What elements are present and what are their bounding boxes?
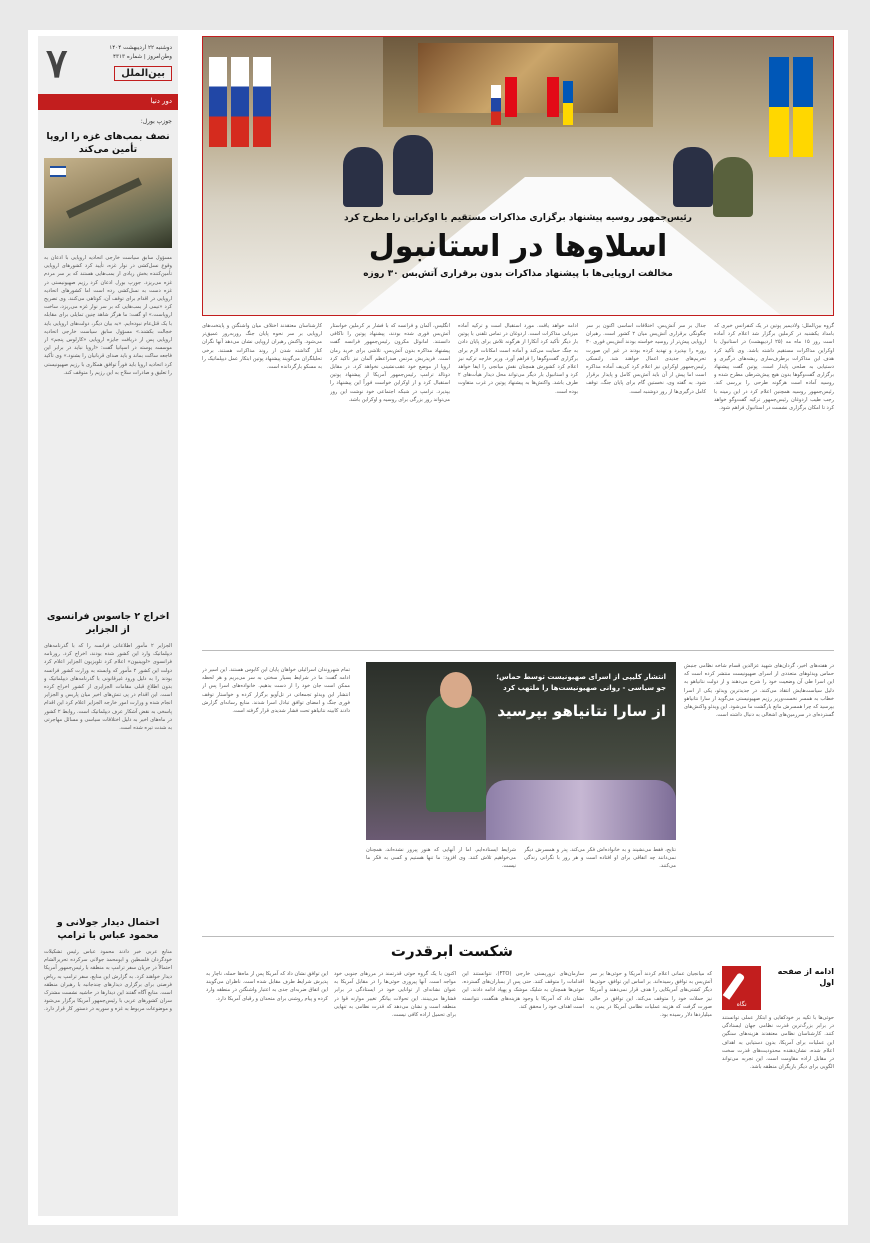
mid-story-left-text: تمام شهروندان اسرائیلی خواهان پایان این کابوس هستند. این اسیر در ادامه گفت: ما در شرایط بسیار سختی به سر می‌بریم و هر لحظه ممکن است جان خود را از دست بدهیم. خانواده‌های اسرا پس از انتشار این ویدئو تجمعاتی در تل‌آویو برگزار کرده و خواستار توقف فوری جنگ و امضای توافق تبادل اسرا شدند. منابع رسانه‌ای گزارش دادند کابینه نتانیاهو تحت فشار شدیدی قرار گرفته است. bbox=[202, 667, 350, 715]
newspaper-page bbox=[28, 30, 848, 1225]
bottom-column: که میانجیان عمانی اعلام کردند آمریکا و حوثی‌ها بر سر آتش‌بس به توافق رسیده‌اند. بر اساس این توافق، حوثی‌ها دیگر کشتی‌های آمریکایی را هدف قرار نمی‌دهند و آمریکا نیز حملات خود را متوقف می‌کند. این توافق در حالی صورت گرفت که هزینه عملیات نظامی آمریکا در یمن به میلیاردها دلار رسیده بود. bbox=[590, 971, 712, 1019]
pen-icon bbox=[723, 972, 746, 1000]
cannon-shape bbox=[66, 177, 142, 218]
mid-story-below: شرایط ایستاده‌ایم. اما از آنهایی که هنوز پیروز نشده‌اند، همچنان می‌خواهیم تلاش کنند. وی افزود: ما تنها هستیم و کسی به فکر ما نیست. bbox=[366, 847, 516, 870]
issue-line: وطن‌امروز | شماره ۴۳۱۳ bbox=[113, 54, 172, 60]
main-column: کارشناسان معتقدند اختلاف میان واشنگتن و پایتخت‌های اروپایی بر سر نحوه پایان جنگ روزبه‌روز عمیق‌تر می‌شود. واکنش رهبران اروپایی نشان می‌دهد آنها نگران کنار گذاشته شدن از روند مذاکرات هستند. برخی تحلیلگران می‌گویند پیشنهاد پوتین ابتکار عمل دیپلماتیک را به مسکو بازگردانده است. bbox=[202, 323, 322, 371]
turkey-flag-icon bbox=[505, 77, 517, 117]
bottom-column: اکنون با یک گروه حوثی قدرتمند در مرزهای جنوبی خود مواجه است. آنها پیروزی حوثی‌ها را در مقابل آمریکا به عنوان نشانه‌ای از توانایی خود در ایستادگی در برابر فشارها می‌بینند. این تحولات بیانگر تغییر موازنه قوا در منطقه است و نشان می‌دهد که قدرت نظامی به تنهایی برای تحمیل اراده کافی نیست. bbox=[334, 971, 456, 1019]
bottom-story bbox=[202, 970, 712, 1215]
mid-story-below: نتایج، فقط می‌نشیند و به خانواده‌اش فکر می‌کند. پدر و همسرش دیگر نمی‌دانند چه اتفاقی برای او افتاده است و هر روز با نگرانی زندگی می‌کنند. bbox=[524, 847, 676, 870]
delegate-figure bbox=[713, 157, 753, 217]
editorial-label: نگاه bbox=[736, 1001, 747, 1008]
story3-headline: احتمال دیدار جولانی و محمود عباس با ترامپ bbox=[56, 917, 160, 941]
main-column: گروه بین‌الملل: ولادیمیر پوتین در یک کنفرانس خبری که بامداد یکشنبه در کرملین برگزار شد اعلام کرد آماده است روز ۱۵ ماه مه (۲۵ اردیبهشت) در استانبول با اوکراین مذاکرات مستقیم داشته باشد. وی تأکید کرد هدف این مذاکرات برطرف‌سازی ریشه‌های درگیری و دستیابی به صلحی پایدار است. پوتین گفت پیشنهاد برگزاری گفت‌وگوها بدون هیچ پیش‌شرطی مطرح شده و روسیه آماده است هرگونه طرحی را بررسی کند. رئیس‌جمهور روسیه همچنین اعلام کرد در این زمینه با رجب طیب اردوغان رئیس‌جمهور ترکیه گفت‌وگو خواهد کرد تا امکان برگزاری نشست در استانبول فراهم شود. bbox=[714, 323, 834, 412]
wall-tapestry bbox=[418, 43, 618, 113]
delegate-figure bbox=[393, 135, 433, 195]
mid-story-right-text: در هفته‌های اخیر، گردان‌های شهید عزالدین قسام شاخه نظامی جنبش حماس ویدئوهای متعددی از اسرای صهیونیست منتشر کرده است که این اسرا طی آن وضعیت خود را شرح می‌دهند و از دولت نتانیاهو به دلیل سیاست‌هایش انتقاد می‌کنند. در جدیدترین ویدئو، یکی از اسرا خطاب به همسر نخست‌وزیر رژیم صهیونیستی می‌گوید از سارا نتانیاهو بپرسید که چرا همسرش مانع بازگشت ما می‌شود. این ویدئو واکنش‌های گسترده‌ای در سرزمین‌های اشغالی به دنبال داشته است. bbox=[684, 663, 834, 719]
blanket-shape bbox=[486, 780, 676, 840]
russia-flag-icon bbox=[209, 57, 227, 147]
hostage-head bbox=[440, 672, 472, 708]
turkey-flag-icon bbox=[547, 77, 559, 117]
russia-flag-icon bbox=[231, 57, 249, 147]
israel-flag-icon bbox=[50, 166, 66, 177]
hostage-figure bbox=[426, 692, 486, 812]
russia-flag-icon bbox=[491, 85, 501, 125]
ukraine-flag-icon bbox=[769, 57, 789, 157]
story2-body: الجزایر ۲ مأمور اطلاعاتی فرانسه را که با گذرنامه‌های دیپلماتیک وارد این کشور شده بودند، اخراج کرد. روزنامه فرانسوی «لوپینیون» اعلام کرد تلویزیون الجزایر اعلام کرد دولت این کشور ۲ مأمور که وابسته به وزارت کشور فرانسه بودند را به دلیل ورود غیرقانونی با گذرنامه‌های دیپلماتیک و بدون اطلاع قبلی مقامات الجزایری از کشور اخراج کرده است. این اقدام در پی تنش‌های اخیر میان پاریس و الجزایر انجام شده و وزارت امور خارجه الجزایر اعلام کرد این اقدام پاسخی به نقض آشکار عرف دیپلماتیک است. روابط ۲ کشور در ماه‌های اخیر به دلیل اختلافات سیاسی و مسائل مهاجرتی به شدت تیره شده است. bbox=[44, 643, 172, 732]
editorial-title: ادامه از صفحه اول bbox=[777, 967, 834, 987]
pen-badge bbox=[722, 966, 761, 1010]
main-column: جدال بر سر آتش‌بس. اختلافات اساسی اکنون بر سر چگونگی برقراری آتش‌بس میان ۲ کشور است. رهبران اروپایی پیش‌تر از روسیه خواسته بودند آتش‌بس فوری ۳۰ روزه را بپذیرد و تهدید کرده بودند در غیر این صورت تحریم‌های جدیدی اعمال خواهند شد. زلنسکی رئیس‌جمهور اوکراین نیز اعلام کرد کی‌یف آماده مذاکره است اما پیش از آن باید آتش‌بس کامل و پایدار برقرار شود. به گفته وی، نخستین گام برای پایان جنگ، توقف کامل درگیری‌ها از روز دوشنبه است. bbox=[586, 323, 706, 395]
hero-title: اسلاوها در استانبول bbox=[368, 229, 668, 264]
delegate-figure bbox=[673, 147, 713, 207]
editorial-box bbox=[722, 966, 834, 1216]
hero-photo bbox=[202, 36, 834, 316]
artillery-photo bbox=[44, 158, 172, 248]
mid-story-kicker: انتشار کلیپی از اسرای صهیونیست توسط حماس؛ جو سیاسی - روانی صهیونیست‌ها را ملتهب کرد bbox=[496, 673, 666, 692]
hero-kicker: رئیس‌جمهور روسیه پیشنهاد برگزاری مذاکرات مستقیم با اوکراین را مطرح کرد bbox=[344, 213, 692, 223]
ukraine-flag-icon bbox=[793, 57, 813, 157]
russia-flag-icon bbox=[253, 57, 271, 147]
page-number: ۷ bbox=[46, 40, 68, 87]
mid-story-title: از سارا نتانیاهو بپرسید bbox=[497, 702, 666, 720]
story1-kicker: جوزپ بورل: bbox=[140, 118, 172, 125]
bottom-column: سازمان‌های تروریستی خارجی (FTO)، نتوانستند این اقدامات را متوقف کنند. حتی پس از بمباران‌های گسترده، حوثی‌ها همچنان به شلیک موشک و پهپاد ادامه دادند. این نشان داد که آمریکا با وجود هزینه‌های هنگفت، نتوانسته است اهداف خود را محقق کند. bbox=[462, 971, 584, 1010]
subsection-tag: دور دنیا bbox=[38, 94, 178, 110]
story2-headline: اخراج ۲ جاسوس فرانسوی از الجزایر bbox=[46, 611, 170, 635]
divider bbox=[202, 936, 834, 937]
sidebar bbox=[38, 36, 178, 1216]
masthead-meta bbox=[109, 44, 172, 62]
date-line: دوشنبه ۲۲ اردیبهشت ۱۴۰۴ bbox=[109, 45, 172, 51]
delegate-figure bbox=[343, 147, 383, 207]
story3-body: منابع عربی خبر دادند محمود عباس رئیس تشکیلات خودگردان فلسطین و ابومحمد جولانی سرکرده تحریرالشام احتمالاً در جریان سفر ترامپ به منطقه با رئیس‌جمهور آمریکا دیدار خواهند کرد. به گزارش این منابع، سفر ترامپ به ریاض فرصتی برای برگزاری دیدارهای چندجانبه با رهبران منطقه است. منابع آگاه گفتند این دیدارها در حاشیه نشست مشترک سران کشورهای عربی با رئیس‌جمهور آمریکا برگزار می‌شود و موضوعات مربوط به غزه و سوریه در دستور کار قرار دارد. bbox=[44, 949, 172, 1013]
divider bbox=[202, 650, 834, 651]
section-name: بین‌الملل bbox=[114, 66, 172, 81]
hero-subtitle: مخالفت اروپایی‌ها با پیشنهاد مذاکرات بدون برقراری آتش‌بس ۳۰ روزه bbox=[363, 269, 673, 279]
hostage-photo bbox=[366, 662, 676, 840]
story1-headline: نصف بمب‌های غزه را اروپا تأمین می‌کند bbox=[46, 131, 170, 155]
ukraine-flag-icon bbox=[563, 81, 573, 125]
bottom-story-title: شکست ابرقدرت bbox=[390, 942, 514, 960]
story1-body: مسؤول سابق سیاست خارجی اتحادیه اروپایی با اذعان به وقوع نسل‌کشی در نوار غزه، تأیید کرد کشورهای اروپایی تأمین‌کننده بخش زیادی از بمب‌هایی هستند که بر سر مردم غزه می‌ریزد. جوزپ بورل اذعان کرد رژیم صهیونیستی در غزه دست به نسل‌کشی زده است اما کشورهای اتحادیه اروپایی در اقدام برای توقف آن، کوتاهی می‌کنند. وی تصریح کرد «نیمی از بمب‌هایی که بر سر نوار غزه می‌ریزد، ساخت اروپاست.» او گفت: ما هرگز شاهد چنین تمایلی برای مقابله با یک قتل‌عام نبوده‌ایم. «به بیان دیگر، دولت‌های اروپایی باید خجالت بکشند.» مسؤول سابق سیاست خارجی اتحادیه اروپایی پس از دریافت جایزه اروپایی «کارلوس پنجم» از موسسه یوسته در اسپانیا گفت: «اروپا نباید در برابر این فاجعه ساکت بماند و باید صدای قربانیان را بشنود.» وی تأکید کرد اتحادیه اروپا باید فوراً توافق همکاری با رژیم صهیونیستی را تعلیق و صادرات سلاح به این رژیم را متوقف کند. bbox=[44, 255, 172, 376]
bottom-column: این توافق نشان داد که آمریکا پس از ماه‌ها حمله، ناچار به پذیرش شرایط طرف مقابل شده است. ناظران می‌گویند این اتفاق ضربه‌ای جدی به اعتبار واشنگتن در منطقه وارد کرده و پیام روشنی برای متحدان و رقبای آمریکا دارد. bbox=[206, 971, 328, 1002]
main-story bbox=[202, 322, 834, 642]
main-column: ادامه خواهد یافت. مورد استقبال است و ترکیه آماده میزبانی مذاکرات است. اردوغان در تماس تلفنی با پوتین بار دیگر تأکید کرد آنکارا از هرگونه تلاش برای پایان دادن به جنگ حمایت می‌کند و آماده است امکانات لازم برای برگزاری گفت‌وگوها را فراهم آورد. وزیر خارجه ترکیه نیز اعلام کرد کشورش همچنان نقش میانجی را ایفا خواهد کرد و استانبول بار دیگر می‌تواند محل دیدار هیأت‌های ۲ طرف باشد. واکنش‌ها به پیشنهاد پوتین در غرب متفاوت بوده است. bbox=[458, 323, 578, 395]
main-column: انگلیس، آلمان و فرانسه که با فشار بر کرملین خواستار آتش‌بس فوری شده بودند، پیشنهاد پوتین را ناکافی دانستند. امانوئل مکرون رئیس‌جمهور فرانسه گفت پیشنهاد مذاکره بدون آتش‌بس، تلاشی برای خرید زمان است. فریدریش مرتس صدراعظم آلمان نیز تأکید کرد اروپا از موضع خود عقب‌نشینی نخواهد کرد. در مقابل دونالد ترامپ رئیس‌جمهور آمریکا از پیشنهاد پوتین استقبال کرد و از اوکراین خواست فوراً این پیشنهاد را بپذیرد. ترامپ در شبکه اجتماعی خود نوشت این روز می‌تواند روز بزرگی برای روسیه و اوکراین باشد. bbox=[330, 323, 450, 403]
editorial-body: حوثی‌ها با تکیه بر خودکفایی و ابتکار عملی توانستند در برابر بزرگ‌ترین قدرت نظامی جهان ایستادگی کنند. کارشناسان نظامی معتقدند هزینه‌های سنگین این عملیات برای آمریکا، بدون دستیابی به اهداف اعلام شده، نشان‌دهنده محدودیت‌های قدرت سخت در مقابل اراده مقاومت است. این تجربه می‌تواند الگویی برای دیگر بازیگران منطقه باشد. bbox=[722, 1015, 834, 1071]
